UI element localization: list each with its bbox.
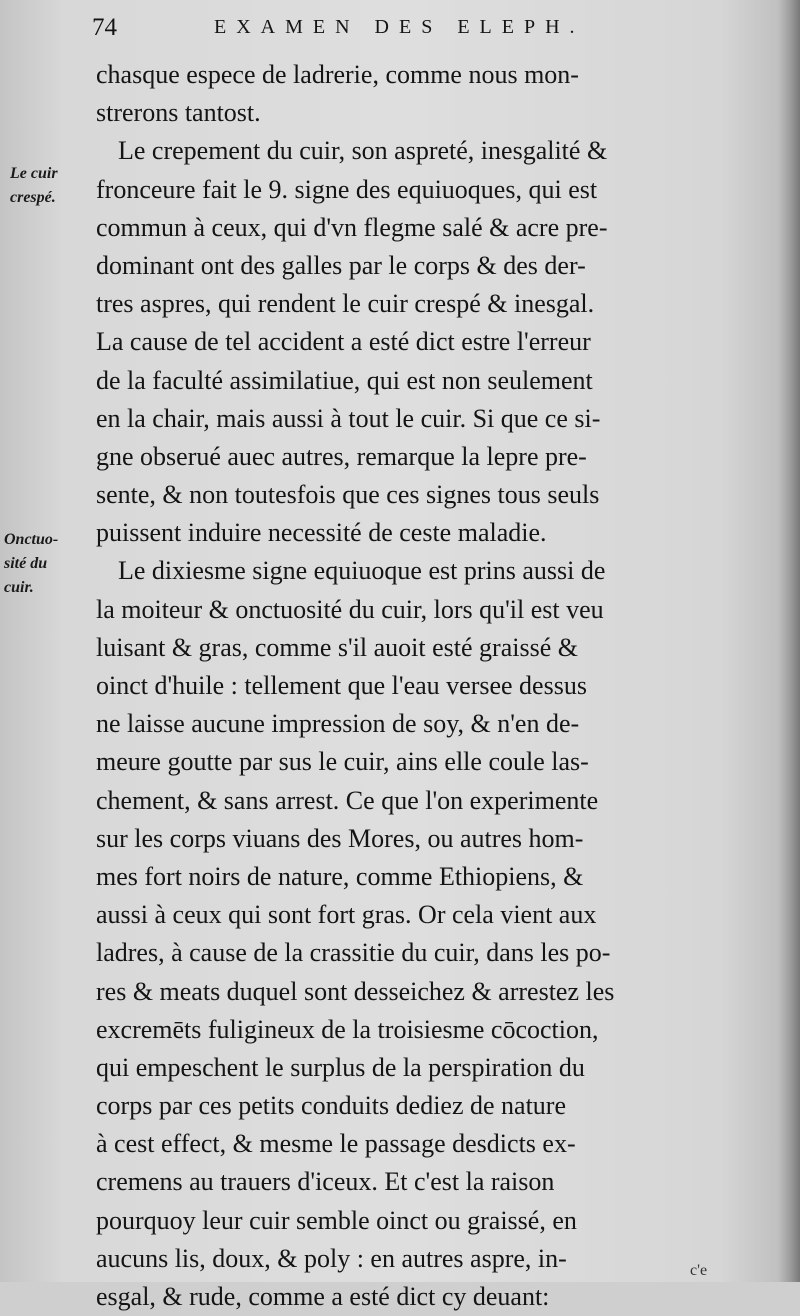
text-line: cremens au trauers d'iceux. Et c'est la raison — [96, 1167, 555, 1197]
text-line: sente, & non toutesfois que ces signes tous seuls — [96, 480, 600, 510]
text-line: ne laisse aucune impression de soy, & n'en de- — [96, 709, 580, 739]
text-line: commun à ceux, qui d'vn flegme salé & acre pre- — [96, 212, 608, 242]
paragraph-start-line: Le dixiesme signe equiuoque est prins aussi de — [118, 556, 606, 586]
text-line: sur les corps viuans des Mores, ou autres hom- — [96, 823, 584, 853]
margin-note-line: sité du — [4, 555, 48, 572]
page-binding-shadow — [778, 0, 800, 1282]
text-line: ladres, à cause de la crassitie du cuir, dans les po- — [96, 938, 611, 968]
text-line: aussi à ceux qui sont fort gras. Or cela vient aux — [96, 900, 597, 930]
text-line: luisant & gras, comme s'il auoit esté graissé & — [96, 632, 578, 662]
text-line: aucuns lis, doux, & poly : en autres aspre, in- — [96, 1243, 567, 1273]
text-line: la moiteur & onctuosité du cuir, lors qu'il est veu — [96, 594, 604, 624]
text-line: esgal, & rude, comme a esté dict cy deuant: — [96, 1282, 550, 1311]
margin-note-line: crespé. — [10, 189, 56, 206]
text-line: tres aspres, qui rendent le cuir crespé & inesgal. — [96, 289, 595, 319]
text-line: en la chair, mais aussi à tout le cuir. Si que ce si- — [96, 403, 601, 433]
text-line: qui empeschent le surplus de la perspiration du — [96, 1052, 585, 1082]
text-line: fronceure fait le 9. signe des equiuoques, qui est — [96, 174, 598, 204]
catchword-fragment: c'e — [690, 1262, 708, 1279]
text-line: La cause de tel accident a esté dict estre l'erreur — [96, 327, 591, 357]
text-line: res & meats duquel sont desseichez & arrestez les — [96, 976, 615, 1006]
margin-note-line: Le cuir — [10, 165, 58, 182]
page-number: 74 — [92, 14, 117, 41]
margin-note-line: Onctuo- — [4, 531, 59, 548]
text-line: pourquoy leur cuir semble oinct ou graissé, en — [96, 1205, 577, 1235]
text-line: dominant ont des galles par le corps & des der- — [96, 250, 586, 280]
text-line: de la faculté assimilatiue, qui est non seulement — [96, 365, 593, 395]
text-line: meure goutte par sus le cuir, ains elle coule las- — [96, 747, 589, 777]
text-line: puissent induire necessité de ceste maladie. — [96, 518, 547, 548]
text-line: gne obserué auec autres, remarque la lepre pre- — [96, 441, 587, 471]
paragraph-start-line: Le crepement du cuir, son aspreté, inesgalité & — [118, 136, 608, 166]
page-header — [92, 14, 732, 48]
text-line: excremēts fuligineux de la troisiesme cōcoction, — [96, 1014, 599, 1044]
text-line: mes fort noirs de nature, comme Ethiopiens, & — [96, 861, 584, 891]
text-line: oinct d'huile : tellement que l'eau versee dessus — [96, 671, 587, 700]
text-line: chement, & sans arrest. Ce que l'on experimente — [96, 785, 599, 815]
body-text — [96, 56, 756, 1316]
text-line: strerons tantost. — [96, 98, 261, 128]
text-line: chasque espece de ladrerie, comme nous mon- — [96, 60, 579, 89]
text-line: corps par ces petits conduits dediez de nature — [96, 1091, 566, 1121]
margin-note-cuir-crespe — [10, 162, 106, 210]
running-head: EXAMEN DES ELEPH. — [214, 16, 585, 38]
margin-note-onctuosite — [4, 528, 100, 600]
margin-note-line: cuir. — [4, 579, 34, 596]
text-line: à cest effect, & mesme le passage desdicts ex- — [96, 1129, 576, 1159]
